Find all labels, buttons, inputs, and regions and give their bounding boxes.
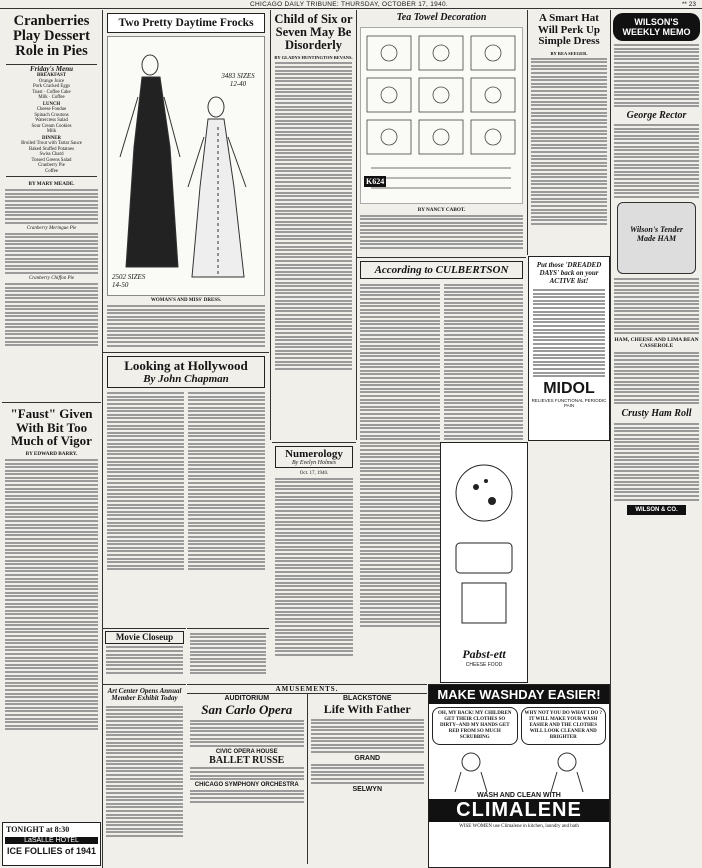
- movie-headline: Movie Closeup: [105, 631, 184, 644]
- pabst-ad: [440, 442, 528, 683]
- wilson-badge: WILSON & CO.: [627, 505, 686, 515]
- recipe1-title: Cranberry Meringue Pie: [26, 225, 77, 231]
- child-byline: BY GLADYS HUNTINGTON BEVANS.: [274, 55, 353, 61]
- menu-box: [6, 64, 97, 178]
- breakfast-label: BREAKFAST: [37, 73, 66, 79]
- page-masthead: [0, 0, 702, 9]
- symphony-ad[interactable]: CHICAGO SYMPHONY ORCHESTRA: [194, 782, 299, 789]
- lunch-item: Milk: [46, 129, 57, 135]
- hollywood-byline: By John Chapman: [143, 372, 229, 385]
- culbertson-header: [360, 261, 523, 279]
- dinner-item: Tossed Greens Salad: [31, 157, 72, 163]
- frocks-article: [103, 10, 269, 350]
- hollywood-article: [103, 352, 269, 627]
- child-article: [272, 10, 355, 440]
- frocks-caption: WOMAN'S AND MISS' DRESS.: [150, 298, 222, 304]
- tea-towel-article: [357, 10, 526, 255]
- lunch-item: Cheese Fondue: [36, 107, 67, 113]
- wash-and-clean-line: WASH AND CLEAN WITH: [477, 792, 561, 799]
- dinner-label: DINNER: [42, 135, 61, 141]
- san-carlo-ad[interactable]: San Carlo Opera: [201, 702, 293, 717]
- smart-hat-article: [528, 10, 610, 255]
- cranberries-byline: BY MARY MEADE.: [28, 181, 75, 188]
- art-center-article: [103, 684, 186, 866]
- hat-headline: A Smart Hat Will Perk Up Simple Dress: [537, 12, 601, 48]
- frocks-illustration: [107, 36, 265, 296]
- faust-headline: "Faust" Given With Bit Too Much of Vigor: [10, 406, 93, 449]
- lunch-item: Spinach Croutons: [34, 112, 69, 118]
- george-rector-logo: George Rector: [626, 110, 687, 122]
- midol-brand: MIDOL: [543, 380, 595, 398]
- civic-opera-ad[interactable]: CIVIC OPERA HOUSE: [215, 748, 278, 755]
- climalene-ad: [428, 684, 610, 868]
- midol-sub: RELIEVES FUNCTIONAL PERIODIC PAIN: [531, 398, 607, 409]
- amusements-label: AMUSEMENTS.: [187, 685, 427, 694]
- frocks-headline: Two Pretty Daytime Frocks: [107, 13, 265, 33]
- amusements-section: [187, 684, 427, 866]
- washday-banner: MAKE WASHDAY EASIER!: [429, 685, 609, 704]
- cranberries-headline: Cranberries Play Dessert Role in Pies: [13, 13, 90, 60]
- faust-byline: BY EDWARD BARRY.: [25, 450, 78, 457]
- pattern-number-1: 3483 SIZES 12-40: [221, 72, 255, 89]
- midol-ad: [528, 256, 610, 441]
- numerology-article: [272, 442, 356, 682]
- blackstone-ad[interactable]: BLACKSTONE: [343, 695, 392, 702]
- towel-illustration: [360, 27, 523, 204]
- washday-figures: [431, 748, 607, 792]
- pabst-sub: CHEESE FOOD: [465, 662, 503, 668]
- wilson-title: WILSON'S WEEKLY MEMO: [613, 13, 700, 41]
- midol-tagline: Put those 'DREADED DAYS' back on your ACTIVE list!: [536, 261, 602, 285]
- masthead-paper: CHICAGO DAILY TRIBUNE: THURSDAY, OCTOBER 17, 1940.: [250, 1, 449, 8]
- child-headline: Child of Six or Seven May Be Disorderly: [274, 12, 353, 53]
- ice-follies-ad: [2, 822, 101, 866]
- hat-byline: BY REA SEEGER.: [550, 50, 588, 56]
- breakfast-item: Pork Cracked Eggs: [32, 84, 71, 90]
- body-lines: [2, 189, 101, 223]
- climalene-brand: CLIMALENE: [429, 799, 609, 822]
- grand-ad[interactable]: GRAND: [354, 754, 381, 762]
- lunch-item: Sour Cream Cookies: [31, 123, 72, 129]
- numerology-box: [275, 446, 353, 468]
- breakfast-item: Milk · Coffee: [38, 95, 65, 101]
- lunch-label: LUNCH: [42, 101, 61, 107]
- dinner-item: Baked Stuffed Potatoes: [29, 146, 74, 152]
- auditorium-ad[interactable]: AUDITORIUM: [224, 695, 270, 702]
- cranberries-article: [2, 10, 101, 400]
- pabst-label: Pabst-ett: [462, 647, 506, 661]
- speech-bubble-1: OH, MY BACK! MY CHILDREN GET THEIR CLOTHES SO DIRTY--AND MY HANDS GET RED FROM SO MUCH SCRUBBING: [432, 707, 518, 745]
- breakfast-item: Orange Juice: [38, 78, 65, 84]
- speech-bubble-2: WHY NOT YOU DO WHAT I DO ? IT WILL MAKE YOUR WASH EASIER AND THE CLOTHES WILL LOOK CLEANER AND BRIGHTER: [521, 707, 607, 745]
- pattern-number-2: 2502 SIZES 14-50: [112, 273, 146, 290]
- dinner-item: Cranberry Pie: [38, 163, 65, 169]
- wilson-ham-image: [617, 202, 696, 274]
- towel-headline: Tea Towel Decoration: [396, 12, 487, 23]
- breakfast-item: Toast · Coffee Cake: [32, 89, 71, 95]
- dinner-item: Swiss Chard: [39, 152, 64, 158]
- numerology-byline: By Evelyn Holmes: [292, 460, 336, 466]
- crusty-ham-roll-head: Crusty Ham Roll: [621, 408, 692, 420]
- tonight-line: TONIGHT at 8:30: [6, 825, 70, 834]
- ham-recipe-head: HAM, CHEESE AND LIMA BEAN CASSEROLE: [614, 336, 699, 349]
- lasalle-line: LaSALLE HOTEL: [5, 837, 98, 844]
- hollywood-headline: Looking at Hollywood: [124, 358, 248, 373]
- towel-pattern-number: K624: [366, 176, 385, 186]
- faust-article: [2, 402, 101, 822]
- lunch-item: Watercress Salad: [35, 118, 68, 124]
- art-center-headline: Art Center Opens Annual Member Exhibit Today: [107, 687, 182, 703]
- climalene-caption: WISE WOMEN use Climalene in kitchen, laundry and bath: [459, 824, 579, 829]
- ice-follies-line: ICE FOLLIES of 1941: [6, 846, 97, 856]
- dinner-item: Coffee: [45, 168, 58, 174]
- life-with-father-ad[interactable]: Life With Father: [323, 702, 411, 716]
- cheese-illustration: [442, 447, 526, 647]
- recipe2-title: Cranberry Chiffon Pie: [28, 276, 75, 282]
- selwyn-ad[interactable]: SELWYN: [352, 785, 383, 793]
- wilson-logo: Wilson's Tender Made HAM: [630, 224, 683, 243]
- menu-title: Friday's Menu: [30, 64, 73, 73]
- ballet-russe-ad[interactable]: BALLET RUSSE: [209, 754, 285, 766]
- masthead-page: ** 23: [681, 1, 696, 8]
- wilson-ad: [611, 10, 702, 868]
- hollywood-header: [107, 356, 265, 388]
- culbertson-headline: According to CULBERTSON: [374, 264, 509, 276]
- towel-byline: BY NANCY CABOT.: [417, 206, 466, 213]
- movie-closeup: [103, 628, 186, 683]
- numerology-headline: Numerology: [285, 448, 343, 460]
- dinner-item: Broiled Trout with Tartar Sauce: [21, 141, 82, 147]
- numerology-date: Oct. 17, 1940.: [299, 471, 329, 476]
